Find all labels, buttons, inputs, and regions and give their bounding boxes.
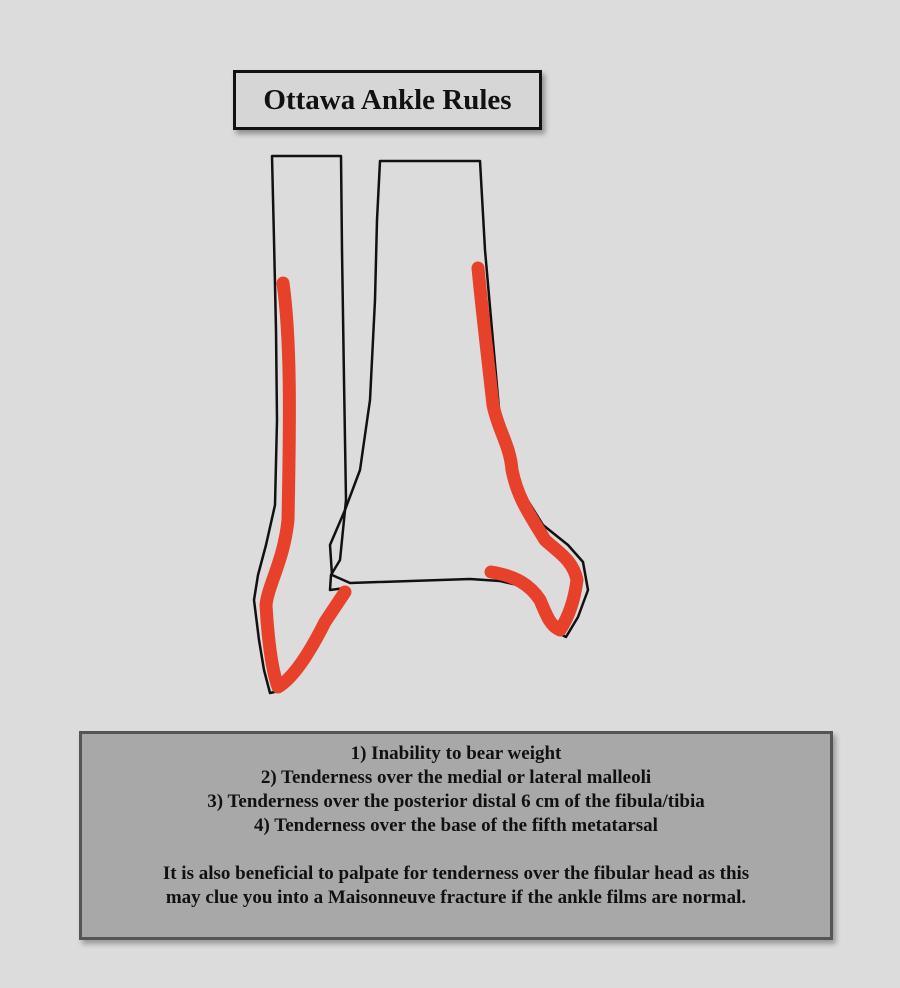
rules-box [79,731,833,940]
diagram-title: Ottawa Ankle Rules [263,83,512,116]
rule-2: 2) Tenderness over the medial or lateral malleoli [260,767,652,788]
rule-3: 3) Tenderness over the posterior distal 6 cm of the fibula/tibia [207,791,705,812]
note-line-2: may clue you into a Maisonneuve fracture if the ankle films are normal. [165,887,747,908]
tibia-tenderness-highlight [478,268,577,630]
rule-1: 1) Inability to bear weight [350,743,562,764]
spacer [82,838,830,862]
fibula-tenderness-highlight [266,283,345,687]
tibia-outline [330,161,588,637]
rule-4: 4) Tenderness over the base of the fifth metatarsal [254,815,658,836]
note-line-1: It is also beneficial to palpate for tenderness over the fibular head as this [162,863,750,884]
